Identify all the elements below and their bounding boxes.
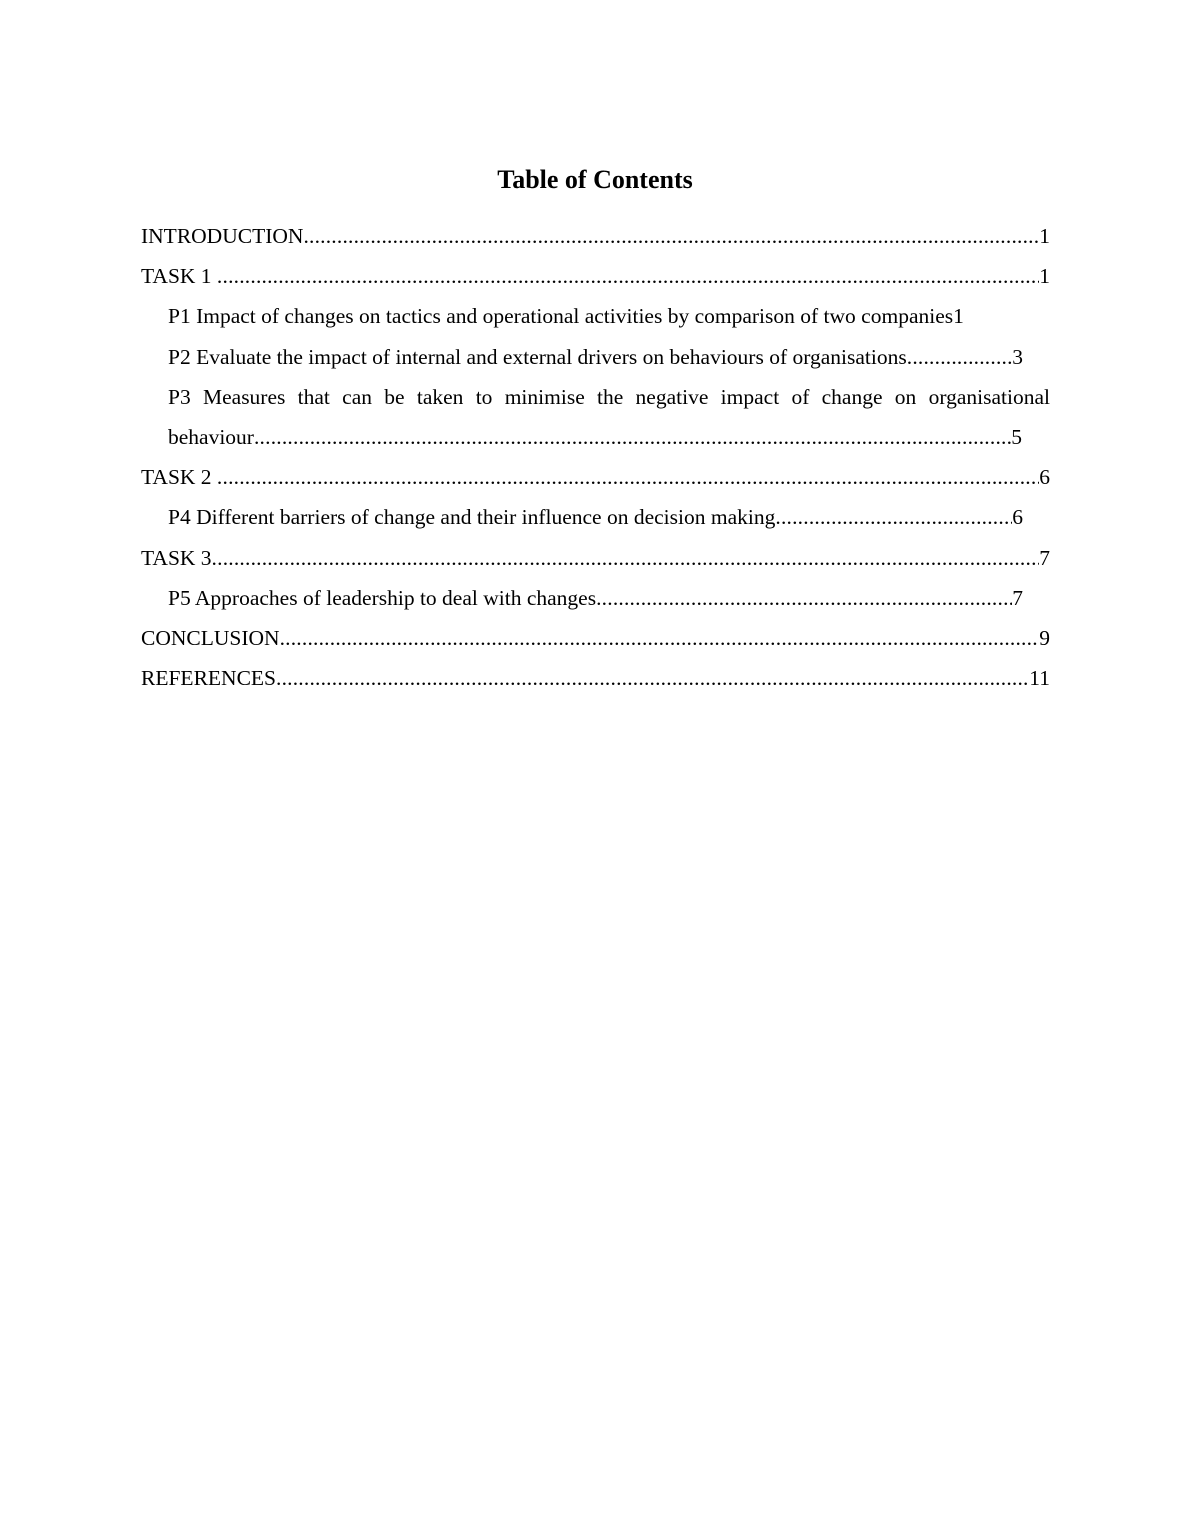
toc-entry-introduction[interactable] xyxy=(141,216,1050,256)
toc-page-number: 1 xyxy=(1039,224,1050,248)
toc-entry-label: TASK 1 xyxy=(141,264,217,289)
toc-page-number: 3 xyxy=(1012,344,1023,369)
toc-entry-p1[interactable] xyxy=(168,296,1031,336)
toc-entry-task-3[interactable] xyxy=(141,538,1050,578)
toc-leader-dots xyxy=(303,216,1039,256)
toc-page-number: 9 xyxy=(1039,625,1050,650)
toc-page-number: 11 xyxy=(1029,666,1050,691)
toc-leader-dots xyxy=(276,658,1029,698)
toc-page-number: 1 xyxy=(1039,264,1050,289)
toc-leader-dots xyxy=(217,256,1039,296)
toc-entry-task-2[interactable] xyxy=(141,457,1050,497)
toc-entry-references[interactable] xyxy=(141,658,1050,698)
toc-entry-label: INTRODUCTION xyxy=(141,224,304,248)
toc-entry-p2[interactable] xyxy=(168,337,1023,377)
toc-entry-label: P4 Different barriers of change and their influence on decision making xyxy=(168,505,776,530)
toc-title: Table of Contents xyxy=(497,165,693,194)
toc-page-number: 7 xyxy=(1012,585,1023,610)
toc-leader-dots xyxy=(217,457,1039,497)
toc-leader-dots xyxy=(596,578,1012,618)
toc-entry-label: P5 Approaches of leadership to deal with changes xyxy=(168,585,597,610)
toc-entry-label: REFERENCES xyxy=(141,666,276,691)
toc-entry-label: TASK 2 xyxy=(141,465,217,490)
toc-entry-p5[interactable] xyxy=(168,578,1023,618)
toc-leader-dots xyxy=(775,497,1012,537)
toc-page-number: 6 xyxy=(1039,465,1050,490)
toc-entry-p4[interactable] xyxy=(168,497,1023,537)
toc-page-number: 1 xyxy=(953,304,964,329)
toc-leader-dots xyxy=(254,417,1011,457)
toc-entry-label: CONCLUSION xyxy=(141,625,280,650)
toc-entry-task-1[interactable] xyxy=(141,256,1050,296)
toc-list xyxy=(141,216,1050,698)
toc-entry-label: P2 Evaluate the impact of internal and external drivers on behaviours of organisations xyxy=(168,344,907,369)
toc-page-number: 6 xyxy=(1012,505,1023,530)
toc-leader-dots xyxy=(907,337,1013,377)
toc-page-number: 5 xyxy=(1011,424,1022,449)
toc-entry-label: TASK 3 xyxy=(141,545,212,570)
toc-leader-dots xyxy=(212,538,1040,578)
toc-entry-p3[interactable] xyxy=(168,377,1050,457)
toc-page-number: 7 xyxy=(1039,545,1050,570)
toc-leader-dots xyxy=(280,618,1040,658)
toc-entry-label-line2: behaviour xyxy=(168,424,254,449)
toc-entry-label: P1 Impact of changes on tactics and operational activities by comparison of two companies xyxy=(168,304,954,329)
toc-entry-label-line1: P3 Measures that can be taken to minimise the negative impact of change on organisational xyxy=(168,384,1050,409)
toc-entry-conclusion[interactable] xyxy=(141,618,1050,658)
